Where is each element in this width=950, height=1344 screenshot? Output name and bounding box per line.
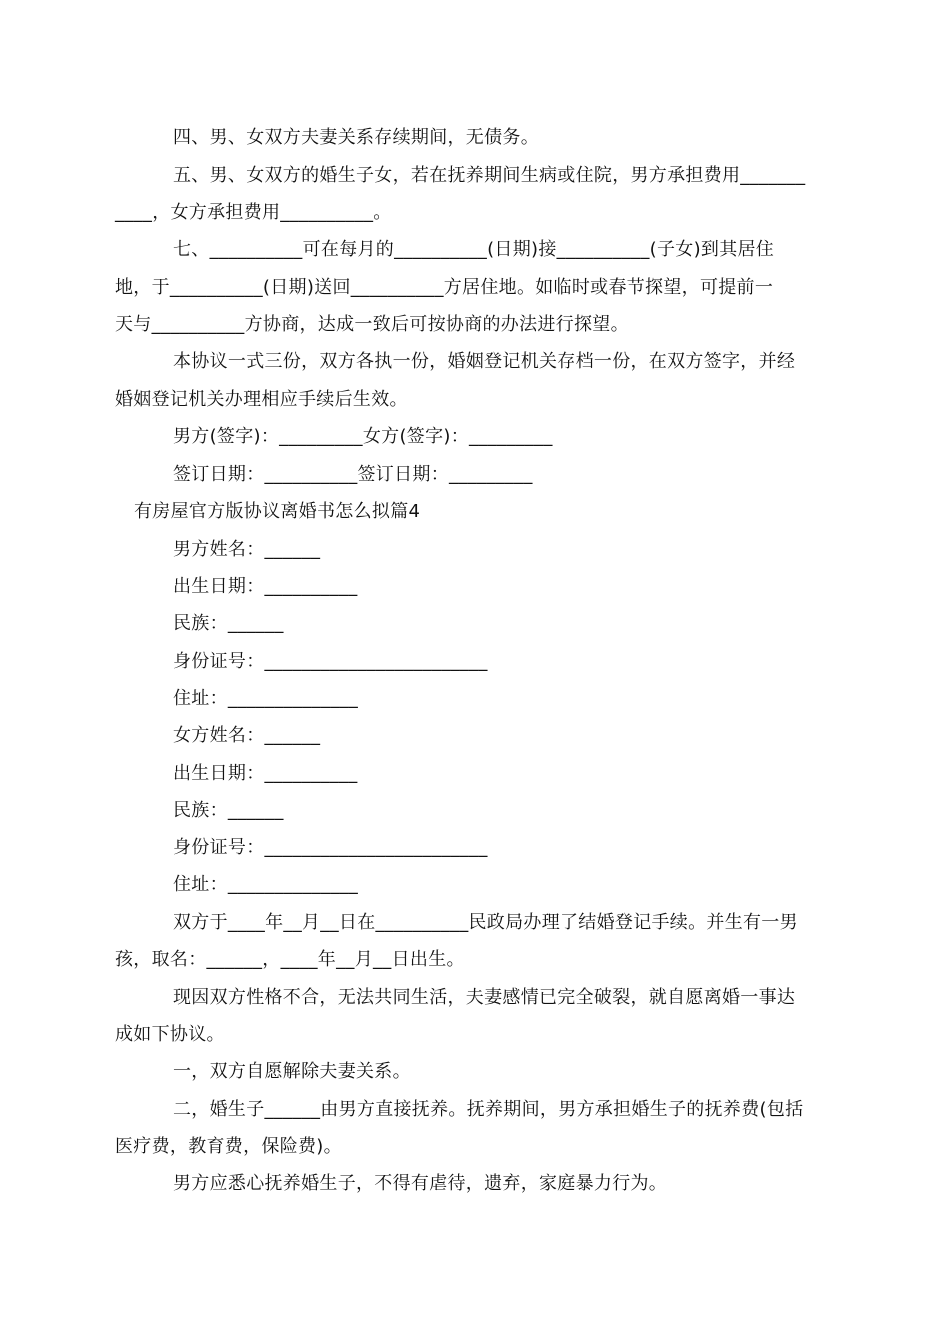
term-2-line2: 医疗费，教育费，保险费)。 xyxy=(115,1136,342,1157)
male-ethnicity-field: 民族：______ xyxy=(173,613,284,634)
male-name-field: 男方姓名：______ xyxy=(173,539,321,560)
clause-4: 四、男、女双方夫妻关系存续期间，无债务。 xyxy=(173,127,539,148)
custody-duty-line: 男方应悉心抚养婚生子，不得有虐待，遗弃，家庭暴力行为。 xyxy=(173,1173,668,1194)
female-address-field: 住址：______________ xyxy=(173,874,359,895)
signature-line: 男方(签字)：_________女方(签字)：_________ xyxy=(173,426,553,447)
male-birthdate-field: 出生日期：__________ xyxy=(173,576,358,597)
female-ethnicity-field: 民族：______ xyxy=(173,800,284,821)
clause-5-line2: ____，女方承担费用__________。 xyxy=(115,202,392,223)
term-1: 一，双方自愿解除夫妻关系。 xyxy=(173,1061,411,1082)
clause-7-line3: 天与__________方协商，达成一致后可按协商的办法进行探望。 xyxy=(115,314,629,335)
marriage-info-line1: 双方于____年__月__日在__________民政局办理了结婚登记手续。并生有一男 xyxy=(173,912,798,933)
clause-7-line2: 地，于__________(日期)送回__________方居住地。如临时或春节探望，可提前一 xyxy=(115,277,774,298)
agreement-copies-line1: 本协议一式三份，双方各执一份，婚姻登记机关存档一份，在双方签字，并经 xyxy=(173,351,796,372)
clause-7-line1: 七、__________可在每月的__________(日期)接__________(子女)到其居住 xyxy=(173,239,775,260)
reason-line1: 现因双方性格不合，无法共同生活，夫妻感情已完全破裂，就自愿离婚一事达 xyxy=(173,987,796,1008)
section-title: 有房屋官方版协议离婚书怎么拟篇4 xyxy=(134,501,421,522)
agreement-copies-line2: 婚姻登记机关办理相应手续后生效。 xyxy=(115,389,408,410)
sign-date-line: 签订日期：__________签订日期：_________ xyxy=(173,464,533,485)
marriage-info-line2: 孩，取名：______，____年__月__日出生。 xyxy=(115,949,465,970)
term-2-line1: 二，婚生子______由男方直接抚养。抚养期间，男方承担婚生子的抚养费(包括 xyxy=(173,1099,804,1120)
reason-line2: 成如下协议。 xyxy=(115,1024,225,1045)
female-id-field: 身份证号：________________________ xyxy=(173,837,488,858)
male-address-field: 住址：______________ xyxy=(173,688,359,709)
female-birthdate-field: 出生日期：__________ xyxy=(173,763,358,784)
female-name-field: 女方姓名：______ xyxy=(173,725,321,746)
clause-5-line1: 五、男、女双方的婚生子女，若在抚养期间生病或住院，男方承担费用_______ xyxy=(173,165,806,186)
male-id-field: 身份证号：________________________ xyxy=(173,651,488,672)
